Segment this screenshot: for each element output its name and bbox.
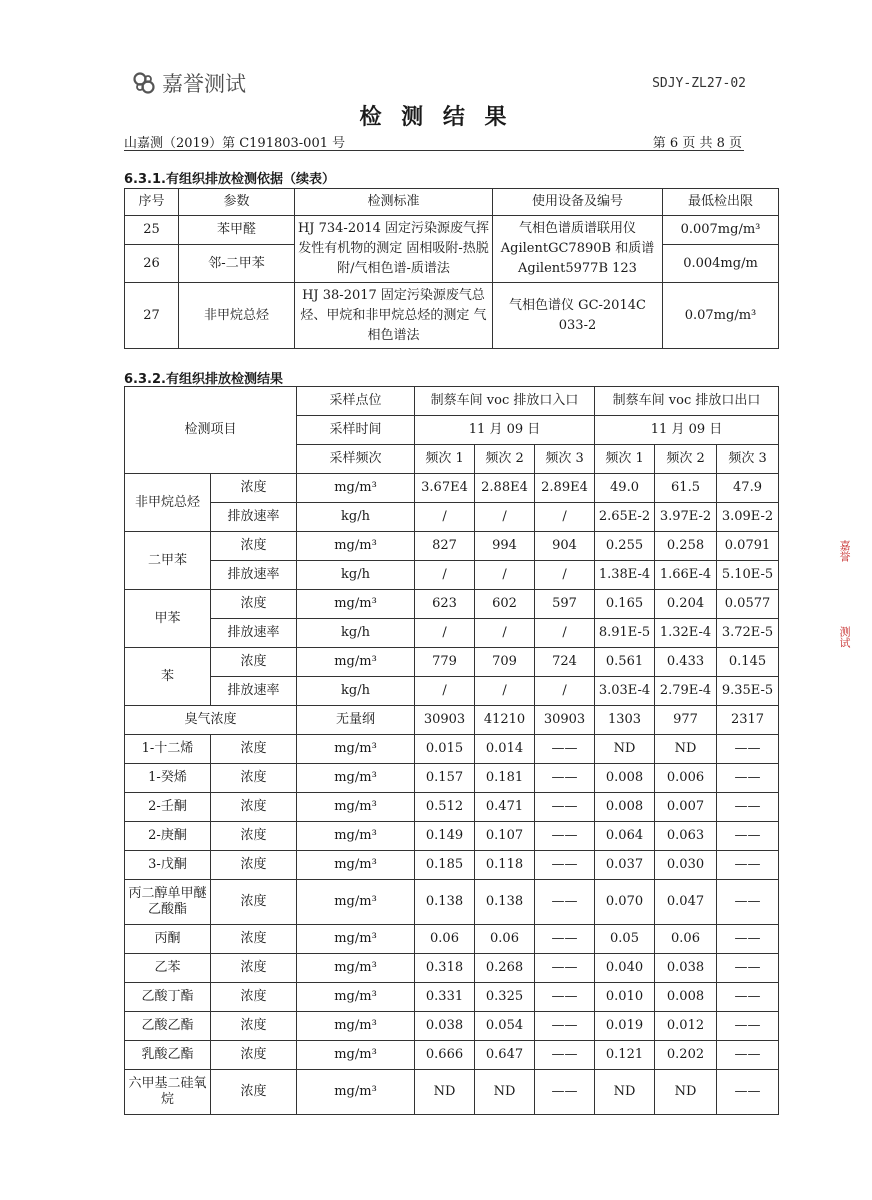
value-cell: —— [717,735,779,764]
company-logo [132,68,246,98]
basis-row [125,283,779,349]
value-cell: ND [415,1070,475,1115]
table-row [125,532,779,561]
compound-name: 1-十二烯 [125,735,211,764]
compound-name: 苯 [125,648,211,706]
unit: mg/m³ [297,880,415,925]
metric: 浓度 [211,1041,297,1070]
value-cell: ND [475,1070,535,1115]
compound-name: 乙苯 [125,954,211,983]
unit: kg/h [297,503,415,532]
value-cell: 9.35E-5 [717,677,779,706]
unit: mg/m³ [297,983,415,1012]
value-cell: 47.9 [717,474,779,503]
unit: mg/m³ [297,1041,415,1070]
table-row [125,1012,779,1041]
value-cell: 724 [535,648,595,677]
value-cell: 41210 [475,706,535,735]
unit: mg/m³ [297,532,415,561]
value-cell: 1.38E-4 [595,561,655,590]
unit: mg/m³ [297,822,415,851]
table-row [125,735,779,764]
value-cell: 2317 [717,706,779,735]
metric: 浓度 [211,822,297,851]
metric: 浓度 [211,954,297,983]
value-cell: 0.145 [717,648,779,677]
parameter: 苯甲醛 [179,216,295,245]
metric: 浓度 [211,474,297,503]
value-cell: 0.512 [415,793,475,822]
value-cell: 0.012 [655,1012,717,1041]
value-cell: —— [717,1041,779,1070]
value-cell: 0.070 [595,880,655,925]
detection-limit: 0.007mg/m³ [663,216,779,245]
value-cell: 0.561 [595,648,655,677]
value-cell: / [535,561,595,590]
compound-name: 乙酸丁酯 [125,983,211,1012]
value-cell: —— [717,793,779,822]
table-row [125,503,779,532]
unit: kg/h [297,677,415,706]
detection-limit: 0.07mg/m³ [663,283,779,349]
value-cell: 0.063 [655,822,717,851]
value-cell: 0.015 [415,735,475,764]
unit: kg/h [297,561,415,590]
header-cell: 检测标准 [295,189,493,216]
compound-name: 3-戊酮 [125,851,211,880]
value-cell: 0.008 [595,793,655,822]
metric: 浓度 [211,1012,297,1041]
unit: kg/h [297,619,415,648]
parameter: 邻-二甲苯 [179,245,295,283]
metric: 浓度 [211,532,297,561]
value-cell: 0.204 [655,590,717,619]
value-cell: 709 [475,648,535,677]
value-cell: —— [535,983,595,1012]
compound-name: 1-癸烯 [125,764,211,793]
basis-row [125,216,779,245]
compound-name: 2-庚酮 [125,822,211,851]
metric: 排放速率 [211,503,297,532]
value-cell: 2.65E-2 [595,503,655,532]
value-cell: / [475,677,535,706]
standard: HJ 38-2017 固定污染源废气总烃、甲烷和非甲烷总烃的测定 气相色谱法 [295,283,493,349]
unit: mg/m³ [297,735,415,764]
value-cell: —— [535,925,595,954]
row-number: 25 [125,216,179,245]
value-cell: 3.03E-4 [595,677,655,706]
value-cell: 0.268 [475,954,535,983]
value-cell: 602 [475,590,535,619]
value-cell: —— [717,1070,779,1115]
value-cell: 0.054 [475,1012,535,1041]
freq-cell: 频次 2 [475,445,535,474]
value-cell: / [535,619,595,648]
value-cell: 904 [535,532,595,561]
unit: mg/m³ [297,590,415,619]
detection-limit: 0.004mg/m [663,245,779,283]
unit: mg/m³ [297,1070,415,1115]
value-cell: 0.157 [415,764,475,793]
value-cell: 623 [415,590,475,619]
value-cell: 1.32E-4 [655,619,717,648]
value-cell: 0.138 [475,880,535,925]
parameter: 非甲烷总烃 [179,283,295,349]
unit: mg/m³ [297,954,415,983]
value-cell: —— [535,1041,595,1070]
value-cell: / [535,503,595,532]
compound-name: 非甲烷总烃 [125,474,211,532]
value-cell: 3.09E-2 [717,503,779,532]
freq-cell: 频次 3 [717,445,779,474]
form-code: SDJY-ZL27-02 [652,76,746,91]
value-cell: 0.06 [655,925,717,954]
value-cell: / [415,619,475,648]
table-row [125,561,779,590]
value-cell: —— [717,764,779,793]
value-cell: 0.064 [595,822,655,851]
report-number-line [124,132,744,151]
outlet-label: 制蔡车间 voc 排放口出口 [595,387,779,416]
value-cell: 3.97E-2 [655,503,717,532]
unit: mg/m³ [297,793,415,822]
unit: mg/m³ [297,925,415,954]
metric: 浓度 [211,983,297,1012]
table-row [125,706,779,735]
value-cell: 0.06 [475,925,535,954]
unit: mg/m³ [297,851,415,880]
value-cell: 0.647 [475,1041,535,1070]
compound-name: 乳酸乙酯 [125,1041,211,1070]
inlet-date: 11 月 09 日 [415,416,595,445]
metric: 浓度 [211,851,297,880]
value-cell: 30903 [535,706,595,735]
sampling-freq-label: 采样频次 [297,445,415,474]
sampling-time-label: 采样时间 [297,416,415,445]
value-cell: —— [717,1012,779,1041]
value-cell: 0.258 [655,532,717,561]
basis-header-row [125,189,779,216]
value-cell: ND [595,1070,655,1115]
table-row [125,880,779,925]
value-cell: 0.06 [415,925,475,954]
compound-name: 六甲基二硅氧烷 [125,1070,211,1115]
unit: mg/m³ [297,764,415,793]
company-logo-icon [132,71,156,95]
compound-name: 丙酮 [125,925,211,954]
value-cell: 0.185 [415,851,475,880]
value-cell: 597 [535,590,595,619]
table-row [125,1070,779,1115]
value-cell: ND [595,735,655,764]
metric: 浓度 [211,925,297,954]
value-cell: 0.325 [475,983,535,1012]
value-cell: 2.88E4 [475,474,535,503]
unit: mg/m³ [297,1012,415,1041]
equipment: 气相色谱质谱联用仪AgilentGC7890B 和质谱Agilent5977B 123 [493,216,663,283]
value-cell: 0.019 [595,1012,655,1041]
row-number: 27 [125,283,179,349]
table-row [125,1041,779,1070]
value-cell: 61.5 [655,474,717,503]
value-cell: —— [717,954,779,983]
value-cell: —— [535,954,595,983]
value-cell: 977 [655,706,717,735]
value-cell: / [475,561,535,590]
unit: mg/m³ [297,648,415,677]
compound-name: 乙酸乙酯 [125,1012,211,1041]
freq-cell: 频次 2 [655,445,717,474]
value-cell: —— [535,880,595,925]
standard: HJ 734-2014 固定污染源废气挥发性有机物的测定 固相吸附-热脱附/气相色谱-质谱法 [295,216,493,283]
section1-title: 6.3.1.有组织排放检测依据（续表） [124,172,335,187]
table-row [125,677,779,706]
freq-cell: 频次 1 [595,445,655,474]
value-cell: 0.202 [655,1041,717,1070]
margin-stamp-mark: 嘉誉 [838,540,851,562]
table-row [125,793,779,822]
value-cell: —— [535,822,595,851]
table-row [125,954,779,983]
table-row [125,925,779,954]
value-cell: 0.0577 [717,590,779,619]
table-row [125,590,779,619]
value-cell: 5.10E-5 [717,561,779,590]
value-cell: 0.666 [415,1041,475,1070]
value-cell: —— [535,851,595,880]
value-cell: / [475,503,535,532]
value-cell: —— [535,735,595,764]
value-cell: —— [717,851,779,880]
value-cell: 0.040 [595,954,655,983]
value-cell: —— [717,880,779,925]
value-cell: 0.471 [475,793,535,822]
table-row [125,764,779,793]
metric: 浓度 [211,764,297,793]
value-cell: ND [655,1070,717,1115]
value-cell: 1303 [595,706,655,735]
value-cell: —— [535,1070,595,1115]
metric: 排放速率 [211,619,297,648]
metric: 浓度 [211,735,297,764]
value-cell: 3.72E-5 [717,619,779,648]
unit: mg/m³ [297,474,415,503]
metric: 浓度 [211,793,297,822]
logo-text: 嘉誉测试 [162,72,246,96]
value-cell: 0.05 [595,925,655,954]
row-number: 26 [125,245,179,283]
item-header: 检测项目 [125,387,297,474]
value-cell: 0.107 [475,822,535,851]
value-cell: 8.91E-5 [595,619,655,648]
value-cell: 779 [415,648,475,677]
metric: 浓度 [211,880,297,925]
compound-name: 甲苯 [125,590,211,648]
value-cell: 30903 [415,706,475,735]
header-cell: 参数 [179,189,295,216]
table-row [125,822,779,851]
value-cell: / [415,503,475,532]
value-cell: 0.138 [415,880,475,925]
report-number: 山嘉测（2019）第 C191803-001 号 [124,136,346,151]
value-cell: / [415,677,475,706]
value-cell: 0.008 [655,983,717,1012]
value-cell: 2.79E-4 [655,677,717,706]
section2-title: 6.3.2.有组织排放检测结果 [124,372,283,387]
value-cell: 0.149 [415,822,475,851]
metric: 浓度 [211,1070,297,1115]
value-cell: 0.006 [655,764,717,793]
margin-stamp-mark: 测试 [838,626,851,648]
value-cell: 0.007 [655,793,717,822]
value-cell: —— [535,764,595,793]
value-cell: 0.010 [595,983,655,1012]
inlet-label: 制蔡车间 voc 排放口入口 [415,387,595,416]
table-row [125,619,779,648]
page-info: 第 6 页 共 8 页 [652,136,742,151]
freq-cell: 频次 1 [415,445,475,474]
freq-cell: 频次 3 [535,445,595,474]
compound-name: 臭气浓度 [125,706,297,735]
value-cell: 0.118 [475,851,535,880]
metric: 排放速率 [211,561,297,590]
value-cell: 3.67E4 [415,474,475,503]
page-title: 检 测 结 果 [359,105,513,130]
value-cell: / [475,619,535,648]
value-cell: 0.331 [415,983,475,1012]
compound-name: 2-壬酮 [125,793,211,822]
table-row [125,648,779,677]
value-cell: 0.0791 [717,532,779,561]
value-cell: —— [717,822,779,851]
value-cell: 0.318 [415,954,475,983]
equipment: 气相色谱仪 GC-2014C 033-2 [493,283,663,349]
value-cell: —— [717,983,779,1012]
value-cell: —— [535,1012,595,1041]
value-cell: 2.89E4 [535,474,595,503]
value-cell: 0.037 [595,851,655,880]
unit: 无量纲 [297,706,415,735]
value-cell: 0.255 [595,532,655,561]
value-cell: 1.66E-4 [655,561,717,590]
compound-name: 二甲苯 [125,532,211,590]
value-cell: 0.038 [415,1012,475,1041]
outlet-date: 11 月 09 日 [595,416,779,445]
value-cell: 0.047 [655,880,717,925]
basis-table [124,188,779,349]
value-cell: ND [655,735,717,764]
sampling-point-row [125,387,779,416]
value-cell: 827 [415,532,475,561]
sampling-point-label: 采样点位 [297,387,415,416]
value-cell: / [535,677,595,706]
header-cell: 最低检出限 [663,189,779,216]
compound-name: 丙二醇单甲醚乙酸酯 [125,880,211,925]
value-cell: 0.433 [655,648,717,677]
header-cell: 序号 [125,189,179,216]
value-cell: / [415,561,475,590]
value-cell: —— [717,925,779,954]
value-cell: —— [535,793,595,822]
value-cell: 0.030 [655,851,717,880]
value-cell: 49.0 [595,474,655,503]
value-cell: 0.014 [475,735,535,764]
table-row [125,851,779,880]
table-row [125,474,779,503]
header-cell: 使用设备及编号 [493,189,663,216]
value-cell: 0.165 [595,590,655,619]
value-cell: 0.038 [655,954,717,983]
results-table [124,386,779,1115]
table-row [125,983,779,1012]
value-cell: 0.008 [595,764,655,793]
value-cell: 0.121 [595,1041,655,1070]
value-cell: 0.181 [475,764,535,793]
metric: 排放速率 [211,677,297,706]
value-cell: 994 [475,532,535,561]
metric: 浓度 [211,590,297,619]
metric: 浓度 [211,648,297,677]
